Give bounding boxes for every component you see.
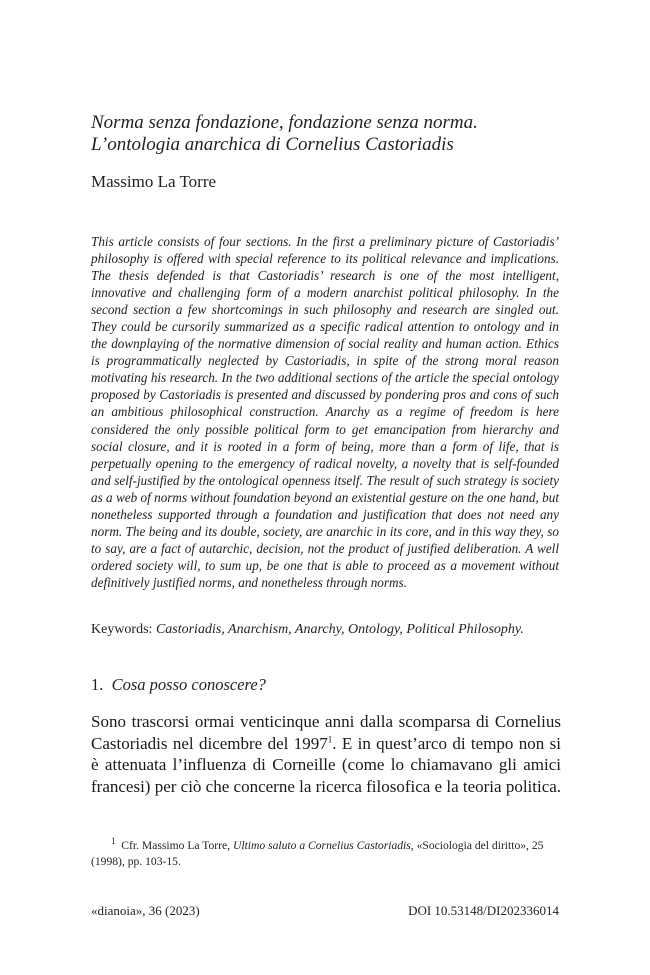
- footnote-reference[interactable]: 1: [327, 733, 333, 744]
- article-title: [91, 112, 478, 156]
- body-line-2: [91, 733, 561, 755]
- keywords: [91, 622, 524, 638]
- footnote-text-a: Cfr. Massimo La Torre,: [121, 839, 233, 852]
- footnote: [91, 838, 559, 870]
- article-page: [91, 0, 562, 975]
- body-line-2-b: . E in quest’arco di tempo non si: [332, 733, 561, 753]
- abstract-text: This article consists of four sections. In the first a preliminary picture of Castoriadis’ philosophy is offered with special reference to its political relevance and implications. The thesis defended is that Castoriadis’ research is one of the most intelligent, innovative and challenging form of a modern anarchist political philosophy. In the second section a few shortcomings in such philosophy and research are singled out. They could be cursorily summarized as a specific radical attention to ontology and in the downplaying of the normative dimension of social reality and human action. Ethics is programmatically neglected by Castoriadis, in spite of the strong moral reason motivating his research. In the two additional sections of the article the special ontology proposed by Castoriadis is presented and discussed by pondering pros and cons of such an ambitious philosophical construction. Anarchy as a regime of freedom is here considered the only possible political form to get emancipation from hierarchy and social closure, and it is rooted in a form of being, more than a form of life, that is perpetually opening to the emergency of radical novelty, a novelty that is self-founded and self-justified by the ontological openness itself. The result of such strategy is society as a web of norms without foundation beyond an existential gesture on the one hand, but nonetheless supported through a foundation and justification that does not need any norm. The being and its double, society, are anarchic in its core, and in this way they, so to say, are a fact of autarchic, decision, not the product of justified deliberation. A well ordered society will, to sum up, be one that is able to proceed as a movement without definitively justified norms, and nonetheless through norms.: [91, 234, 559, 590]
- section-heading: [91, 675, 266, 695]
- journal-citation: «dianoia», 36 (2023): [91, 903, 200, 918]
- body-line-4: francesi) per ciò che concerne la ricerca filosofica e la teoria politica.: [91, 776, 562, 796]
- body-line-1: Sono trascorsi ormai venticinque anni dalla scomparsa di Cornelius: [91, 712, 561, 731]
- author-name: Massimo La Torre: [91, 172, 217, 191]
- title-line-2: L’ontologia anarchica di Cornelius Castoriadis: [91, 134, 454, 155]
- body-paragraph: [91, 711, 561, 797]
- footnote-text-b: , «Sociologia del diritto», 25 (1998), pp. 103-15.: [91, 839, 544, 868]
- keywords-list: Castoriadis, Anarchism, Anarchy, Ontology, Political Philosophy.: [155, 622, 524, 637]
- body-line-2-a: Castoriadis nel dicembre del 1997: [91, 733, 328, 753]
- footnote-text-italic: Ultimo saluto a Cornelius Castoriadis: [232, 839, 411, 852]
- doi-link[interactable]: DOI 10.53148/DI202336014: [408, 903, 559, 918]
- keywords-label: Keywords:: [91, 622, 153, 637]
- title-line-1: Norma senza fondazione, fondazione senza norma.: [91, 112, 478, 133]
- section-number: 1.: [91, 675, 104, 694]
- section-title: Cosa posso conoscere?: [111, 675, 266, 694]
- footnote-number: 1: [111, 836, 116, 847]
- body-line-3: è attenuata l’influenza di Corneille (come lo chiamavano gli amici: [91, 755, 561, 774]
